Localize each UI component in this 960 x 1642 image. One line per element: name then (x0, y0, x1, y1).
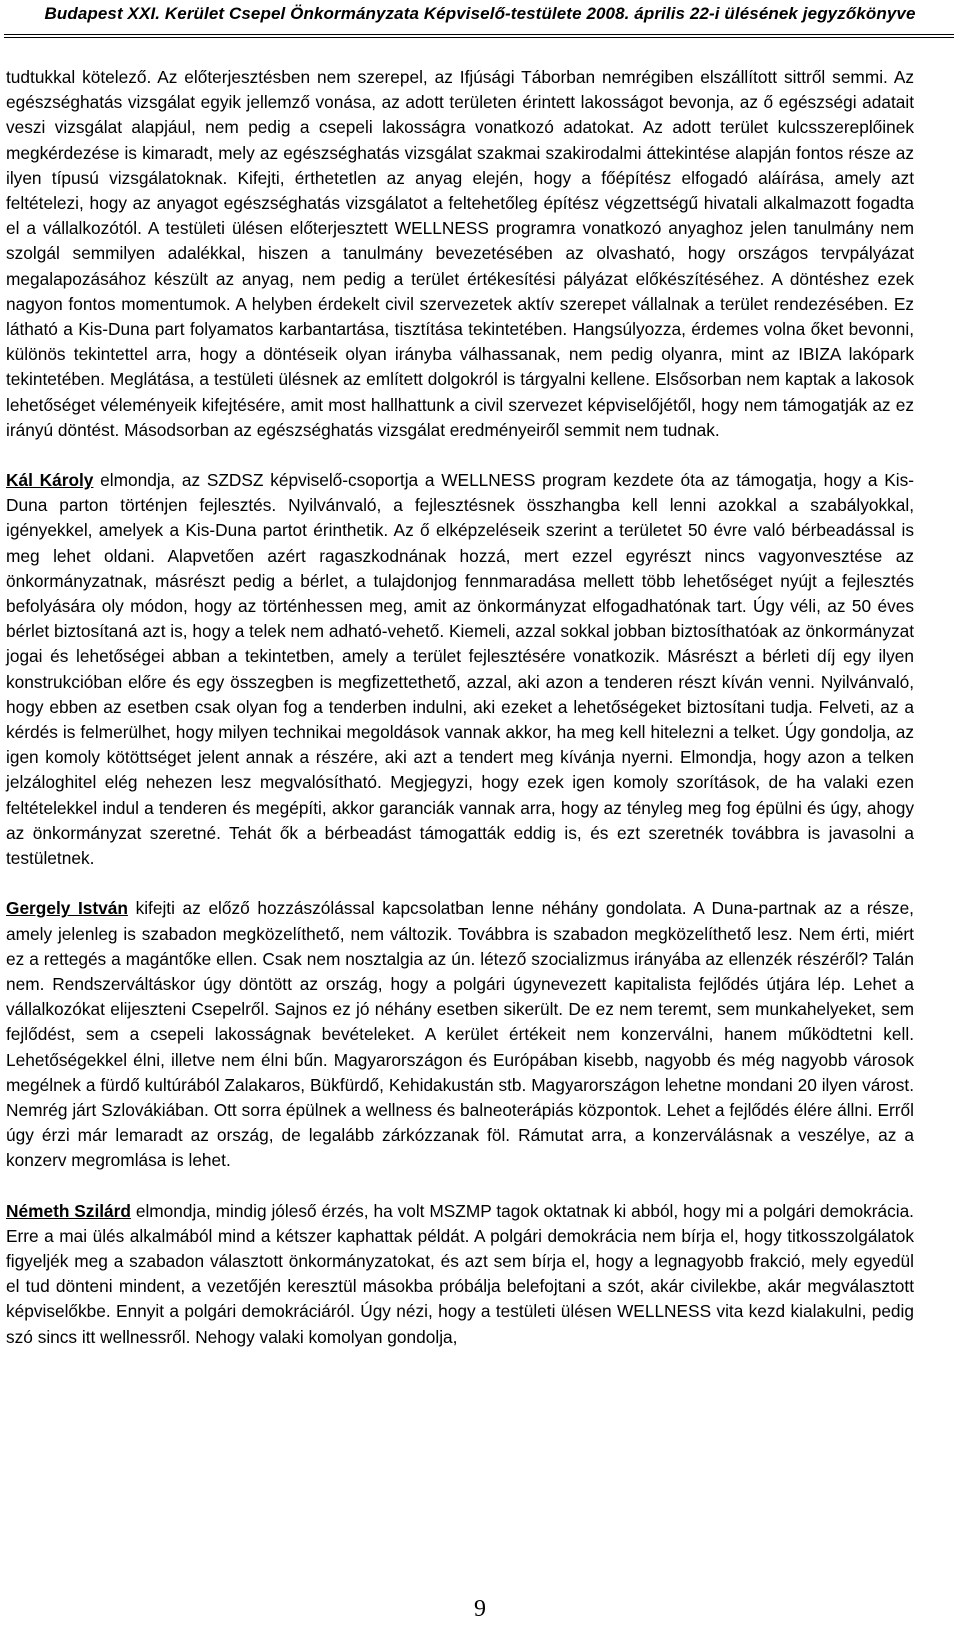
page-number: 9 (474, 1596, 486, 1622)
paragraph-text: elmondja, az SZDSZ képviselő-csoportja a WELLNESS program kezdete óta az támogatja, hogy a Kis-Duna parton történjen fejlesztés. Nyilvánvaló, a fejlesztésnek összhangba kell lenni azokkal a szabályokkal, igényekkel, amelyek a Kis-Duna partot érinthetik. Az ő elképzeléseik szerint a területet 50 évre való bérbeadással is meg lehet oldani. Alapvetően azért ragaszkodnának hozzá, mert ezzel egyrészt nincs vagyonvesztése az önkormányzatnak, másrészt pedig a bérlet, a tulajdonjog fennmaradása mellett több lehetőséget nyújt a fejlesztés befolyására oly módon, hogy az történhessen meg, amit az önkormányzat elfogadhatónak tart. Úgy véli, az 50 éves bérlet biztosítaná azt is, hogy a telek nem adható-vehető. Kiemeli, azzal sokkal jobban biztosíthatóak az önkormányzat jogai és lehetőségei abban a tekintetben, amely a terület fejlesztésére vonatkozik. Másrészt a bérleti díj egy ilyen konstrukcióban előre és egy összegben is megfizettethető, azzal, aki azon a tenderen részt kíván venni. Nyilvánvaló, hogy ebben az esetben csak olyan fog a tenderben indulni, aki ezeket a lehetőségeket biztosítani tudja. Felveti, az a kérdés is felmerülhet, hogy milyen technikai megoldások vannak akkor, ha meg kell hitelezni a telket. Úgy gondolja, az igen komoly kötöttséget jelent annak a részére, aki azt a tendert meg kívánja nyerni. Elmondja, hogy azon a telken jelzáloghitel elég nehezen lesz megvalósítható. Megjegyzi, hogy ezek igen komoly szorítások, de ha valaki ezen feltételekkel indul a tenderen és megépíti, akkor garanciák vannak arra, hogy az tényleg meg fog épülni és úgy, ahogy az önkormányzat szeretné. Tehát ők a bérbeadást támogatták eddig is, és ezt szeretnék továbbra is javasolni a testületnek. (6, 470, 914, 869)
paragraph (6, 896, 914, 1173)
speaker-name: Gergely István (6, 898, 128, 919)
speaker-name: Kál Károly (6, 470, 94, 491)
paragraph (6, 468, 914, 871)
paragraph (6, 65, 914, 443)
page-header: Budapest XXI. Kerület Csepel Önkormányzata Képviselő-testülete 2008. április 22-i ülésének jegyzőkönyve (44, 4, 916, 23)
paragraph (6, 1199, 914, 1350)
header-rule-secondary (4, 37, 954, 38)
header-rule (4, 34, 954, 35)
paragraph-text: elmondja, mindig jóleső érzés, ha volt MSZMP tagok oktatnak ki abból, hogy mi a polgári demokrácia. Erre a mai ülés alkalmából mind a kétszer kaphattak példát. A polgári demokrácia nem bírja el, hogy titkosszolgálatok figyeljék meg a szabadon választott önkormányzatokat, és azt sem bírja el, hogy a legnagyobb frakció, mely egyedül el tud dönteni mindent, a vezetőjén keresztül másokba próbálja belefojtani a szót, akár civilekbe, akár megválasztott képviselőkbe. Ennyit a polgári demokráciáról. Úgy nézi, hogy a testületi ülésen WELLNESS vita kezd kialakulni, pedig szó sincs itt wellnessről. Nehogy valaki komolyan gondolja, (6, 1200, 914, 1347)
document-body (6, 65, 914, 1375)
speaker-name: Németh Szilárd (6, 1200, 131, 1221)
paragraph-text: tudtukkal kötelező. Az előterjesztésben nem szerepel, az Ifjúsági Táborban nemrégiben elszállított sittről semmi. Az egészséghatás vizsgálat egyik jellemző vonása, az adott területen érintett lakosságot bevonja, az ő egészségi adatait veszi vizsgálat alapjául, nem pedig a csepeli lakosságra vonatkozó adatokat. Az adott terület kulcsszereplőinek megkérdezése is kimaradt, mely az egészséghatás vizsgálat szakmai szakirodalmi áttekintése alapján fontos része az ilyen típusú vizsgálatoknak. Kifejti, érthetetlen az anyag elején, hogy a főépítész elfogadó aláírása, amely azt feltételezi, hogy az anyagot egészséghatás vizsgálatot a feltehetőleg építész végzettségű hivatali alkalmazott fogadta el a vállalkozótól. A testületi ülésen előterjesztett WELLNESS programra vonatkozó anyaghoz jelen tanulmány nem szolgál semmilyen adalékkal, hiszen a tanulmány bevezetésében az olvasható, hogy országos tervpályázat megalapozásához készült az anyag, nem pedig a terület értékesítési pályázat előkészítéséhez. A döntéshez ezek nagyon fontos momentumok. A helyben érdekelt civil szervezetek aktív szerepet vállalnak a terület rendezésében. Ez látható a Kis-Duna part folyamatos karbantartása, tisztítása tekintetében. Hangsúlyozza, érdemes volna őket bevonni, különös tekintettel arra, hogy a döntéseik olyan irányba válhassanak, nem pedig olyanra, mint az IBIZA lakópark tekintetében. Meglátása, a testületi ülésnek az említett dolgokról is tárgyalni kellene. Elsősorban nem kaptak a lakosok lehetőséget véleményeik kifejtésére, amit most hallhattunk a civil szervezet képviselőjétől, hogy nem támogatják az ez irányú döntést. Másodsorban az egészséghatás vizsgálat eredményeiről semmit nem tudnak. (6, 67, 914, 440)
paragraph-text: kifejti az előző hozzászólással kapcsolatban lenne néhány gondolata. A Duna-partnak az a része, amely jelenleg is szabadon megközelíthető, nem változik. Továbbra is szabadon megközelíthető lesz. Nem érti, miért ez a rettegés a magántőke ellen. Csak nem nosztalgia az ún. létező szocializmus irányába az ellenzék részéről? Talán nem. Rendszerváltáskor úgy döntött az ország, hogy a polgári úgynevezett kapitalista fejlődés útjára lép. Lehet a vállalkozókat elijeszteni Csepelről. Sajnos ez jó néhány esetben sikerült. De ez nem teremt, sem munkahelyeket, sem fejlődést, sem a csepeli lakosságnak bevételeket. A kerület értékeit nem konzerválni, hanem működtetni kell. Lehetőségekkel élni, illetve nem élni bűn. Magyarországon és Európában kisebb, nagyobb és még nagyobb városok megélnek a fürdő kultúrából Zalakaros, Bükfürdő, Kehidakustán stb. Magyarországon lehetne mondani 20 ilyen várost. Nemrég járt Szlovákiában. Ott sorra épülnek a wellness és balneoterápiás központok. Lehet a fejlődés élére állni. Erről úgy érzi már lemaradt az ország, de legalább zárkózzanak föl. Rámutat arra, a konzerválásnak a veszélye, az a konzerv megromlása is lehet. (6, 898, 914, 1171)
